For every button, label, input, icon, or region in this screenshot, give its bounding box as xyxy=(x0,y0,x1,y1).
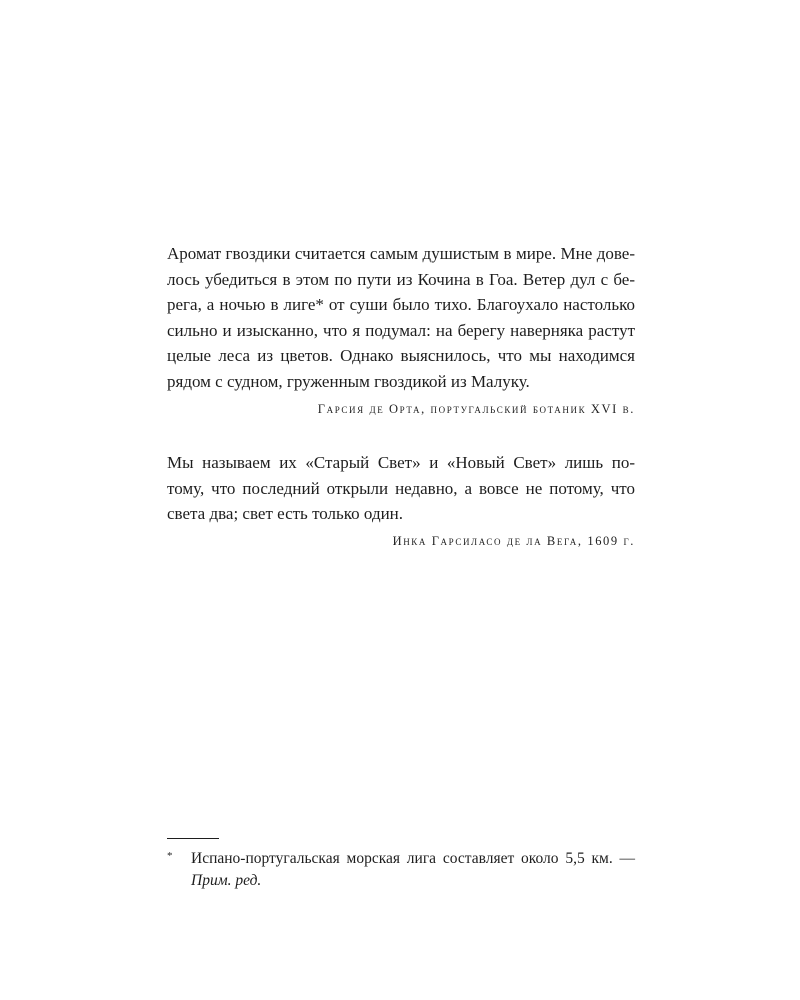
quote-attribution: Гарсия де Орта, португальский ботаник XVI в. xyxy=(317,401,635,416)
footnote-marker: * xyxy=(167,850,173,862)
quote-line: рега, а ночью в лиге* от суши было тихо. Благоухало настолько xyxy=(167,295,635,315)
epigraph-quote-2 xyxy=(167,450,635,549)
quote-line: тому, что последний открыли недавно, а вовсе не потому, что xyxy=(167,478,635,498)
quote-line: света два; свет есть только один. xyxy=(167,504,404,524)
epigraph-quote-1 xyxy=(167,241,635,417)
quote-line: рядом с судном, груженным гвоздикой из Малуку. xyxy=(167,371,530,391)
quote-line: Мы называем их «Старый Свет» и «Новый Свет» лишь по- xyxy=(167,453,635,472)
footnote-divider xyxy=(167,838,219,839)
quote-line: Аромат гвоздики считается самым душистым в мире. Мне дове- xyxy=(167,244,635,263)
footnote-text: Испано-португальская морская лига составляет около 5,5 км. — xyxy=(191,850,635,867)
quote-attribution: Инка Гарсиласо де ла Вега, 1609 г. xyxy=(392,533,635,548)
quote-line: сильно и изысканно, что я подумал: на берегу наверняка растут xyxy=(167,320,635,340)
footnote-editor-note: Прим. ред. xyxy=(191,872,262,889)
quote-line: целые леса из цветов. Однако выяснилось, что мы находимся xyxy=(167,346,635,366)
quote-line: лось убедиться в этом по пути из Кочина в Гоа. Ветер дул с бе- xyxy=(167,269,635,289)
footnote xyxy=(167,848,635,892)
